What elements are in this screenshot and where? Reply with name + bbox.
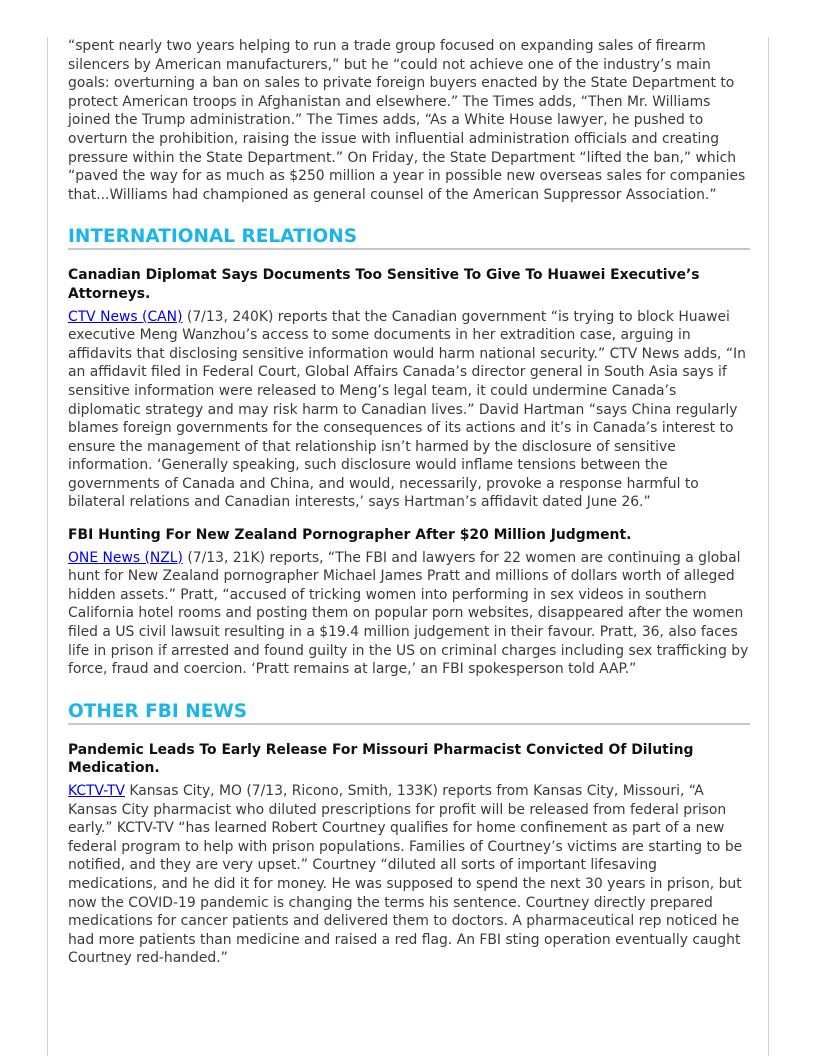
article-headline: Pandemic Leads To Early Release For Missouri Pharmacist Convicted Of Diluting Medication. <box>68 741 694 777</box>
article <box>68 741 750 968</box>
article-text: (7/13, 240K) reports that the Canadian government “is trying to block Huawei executive Meng Wanzhou’s access to some documents in her extradition case, arguing in affidavits that disclosing sensitive information would harm national security.” CTV News adds, “In an affidavit filed in Federal Court, Global Affairs Canada’s director general in South Asia says if sensitive information were released to Meng’s legal team, it could undermine Canada’s diplomatic strategy and may risk harm to Canadian lives.” David Hartman “says China regularly blames foreign governments for the consequences of its actions and it’s in Canada’s interest to ensure the management of that relationship isn’t harmed by the disclosure of sensitive information. ‘Generally speaking, such disclosure would inflame tensions between the governments of Canada and China, and would, necessarily, provoke a response harmful to bilateral relations and Canadian interests,’ says Hartman’s affidavit dated June 26.” <box>68 308 746 511</box>
article-text: Kansas City, MO (7/13, Ricono, Smith, 133K) reports from Kansas City, Missouri, “A Kansas City pharmacist who diluted prescriptions for profit will be released from federal prison early.” KCTV-TV “has learned Robert Courtney qualifies for home confinement as part of a new federal program to help with prison populations. Families of Courtney’s victims are starting to be notified, and they are very upset.” Courtney “diluted all sorts of important lifesaving medications, and he did it for money. He was supposed to spend the next 30 years in prison, but now the COVID-19 pandemic is changing the terms his sentence. Courtney directly prepared medications for cancer patients and delivered them to doctors. A pharmaceutical rep noticed he had more patients than medicine and raised a red flag. An FBI sting operation eventually caught Courtney red-handed.” <box>68 783 743 967</box>
article <box>68 526 750 679</box>
intro-paragraph: “spent nearly two years helping to run a trade group focused on expanding sales of firearm silencers by American manufacturers,” but he “could not achieve one of the industry’s main goals: overturning a ban on sales to private foreign buyers enacted by the State Department to protect American troops in Afghanistan and elsewhere.” The Times adds, “Then Mr. Williams joined the Trump administration.” The Times adds, “As a White House lawyer, he pushed to overturn the prohibition, raising the issue with influential administration officials and creating pressure within the State Department.” On Friday, the State Department “lifted the ban,” which “paved the way for as much as $250 million a year in possible new overseas sales for companies that...Williams had championed as general counsel of the American Suppressor Association.” <box>68 38 746 203</box>
article-body <box>68 782 750 968</box>
source-link[interactable]: CTV News (CAN) <box>68 308 183 325</box>
article-headline: Canadian Diplomat Says Documents Too Sensitive To Give To Huawei Executive’s Attorneys. <box>68 267 700 302</box>
source-link[interactable]: ONE News (NZL) <box>68 549 183 566</box>
document-body <box>68 37 750 982</box>
article-body <box>68 549 750 679</box>
source-link[interactable]: KCTV-TV <box>68 783 125 799</box>
article <box>68 266 750 512</box>
article-text: (7/13, 21K) reports, “The FBI and lawyers for 22 women are continuing a global hunt for New Zealand pornographer Michael James Pratt and millions of dollars worth of alleged hidden assets.” Pratt, “accused of tricking women into performing in sex videos in southern California hotel rooms and posting them on popular porn websites, disappeared after the women filed a US civil lawsuit resulting in a $19.4 million judgement in their favour. Pratt, 36, also faces life in prison if arrested and found guilty in the US on criminal charges including sex trafficking by force, fraud and coercion. ‘Pratt remains at large,’ an FBI spokesperson told AAP.” <box>68 549 749 678</box>
article-headline: FBI Hunting For New Zealand Pornographer After $20 Million Judgment. <box>68 527 632 544</box>
article-body <box>68 308 750 513</box>
section-heading-other-fbi-news: OTHER FBI NEWS <box>68 701 750 725</box>
section-heading-international-relations: INTERNATIONAL RELATIONS <box>68 226 750 250</box>
